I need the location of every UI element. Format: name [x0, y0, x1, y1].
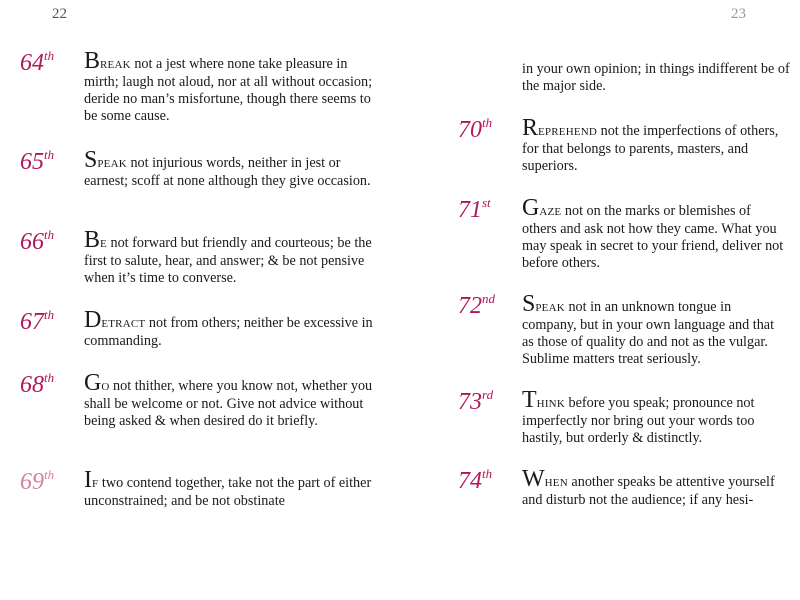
- rule-text: IF two contend together, take not the part of either unconstrained; and be not obstinate: [84, 467, 372, 509]
- rule-number: 74th: [458, 466, 493, 494]
- page-number-right: 23: [731, 6, 746, 22]
- rule-64: [20, 48, 374, 125]
- rule-number: 68th: [20, 370, 55, 398]
- rule-number: 67th: [20, 307, 55, 335]
- page-number-left: 22: [52, 6, 67, 22]
- rule-67: [20, 307, 374, 350]
- rule-text: THINK before you speak; pronounce not imperfectly nor bring out your words too hastily, but orderly & distinctly.: [522, 387, 755, 446]
- rule-73: [458, 387, 784, 447]
- rule-number: 64th: [20, 48, 55, 76]
- rule-text: SPEAK not in an unknown tongue in company, but in your own language and that as those of quality do and not as the vulgar. Sublime matters treat seriously.: [522, 291, 775, 367]
- rule-number: 65th: [20, 147, 55, 175]
- rule-text: BE not forward but friendly and courteous; be the first to salute, hear, and answer; & be not pensive when it’s time to converse.: [84, 227, 372, 286]
- rule-72: [458, 291, 784, 368]
- rule-70: [458, 115, 784, 175]
- rule-number: 70th: [458, 115, 493, 143]
- rule-text: REPREHEND not the imperfections of others, for that belongs to parents, masters, and superiors.: [522, 115, 779, 174]
- rule-number: 72nd: [458, 291, 495, 319]
- rule-68: [20, 370, 374, 430]
- rule-text: GO not thither, where you know not, whether you shall be welcome or not. Give not advice without being asked & when desired do it briefly.: [84, 370, 373, 429]
- rule-text: BREAK not a jest where none take pleasure in mirth; laugh not aloud, nor at all without occasion; deride no man’s misfortune, though there seems to be some cause.: [84, 48, 373, 124]
- rule-66: [20, 227, 374, 287]
- rule-69: [20, 467, 374, 510]
- rule-text: DETRACT not from others; neither be excessive in commanding.: [84, 307, 373, 349]
- rule-text: GAZE not on the marks or blemishes of others and ask not how they came. What you may speak in secret to your friend, deliver not before others.: [522, 195, 784, 271]
- rule-text: WHEN another speaks be attentive yourself and disturb not the audience; if any hesi-: [522, 466, 775, 508]
- rule-number: 73rd: [458, 387, 494, 415]
- rule-number: 71st: [458, 195, 491, 223]
- rule-text: SPEAK not injurious words, neither in jest or earnest; scoff at none although they give occasion.: [84, 147, 371, 189]
- rule-65: [20, 147, 374, 190]
- rule-74: [458, 466, 784, 509]
- rule-71: [458, 195, 784, 272]
- rule-number: 69th: [20, 467, 55, 495]
- continuation-text: in your own opinion; in things indifferent be of the major side.: [522, 61, 790, 94]
- rule-number: 66th: [20, 227, 55, 255]
